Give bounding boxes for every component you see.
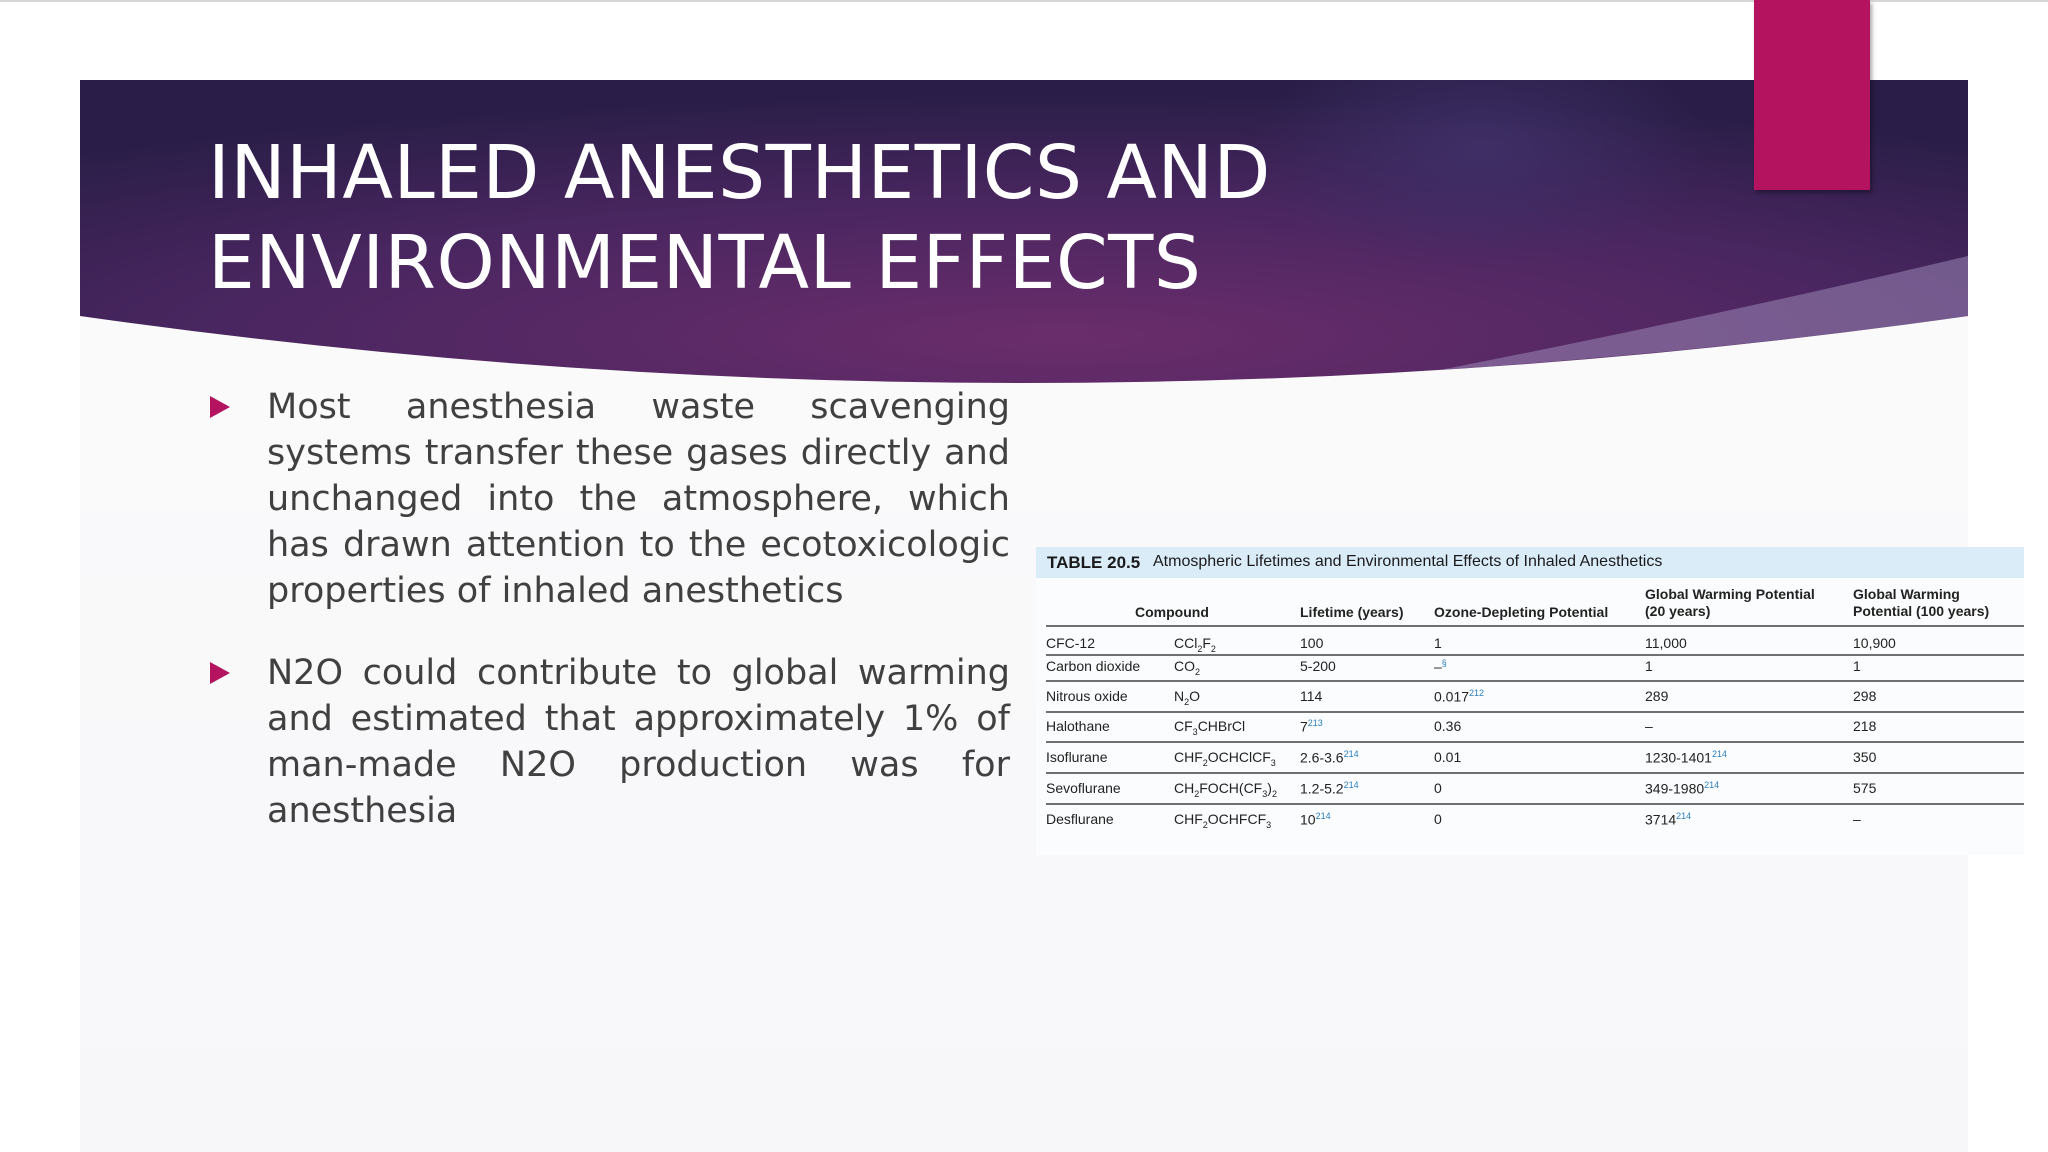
header-gwp100 — [1853, 586, 1989, 620]
slide-title — [208, 128, 1508, 308]
cell-compound-name: Halothane — [1046, 718, 1110, 734]
table-title: Atmospheric Lifetimes and Environmental Effects of Inhaled Anesthetics — [1153, 553, 1663, 570]
bullet-text: Most anesthesia waste scavenging systems transfer these gases directly and unchanged into the atmosphere, which has drawn attention to the ecotoxicologic properties of inhaled anesthetics — [267, 387, 1010, 611]
cell-lifetime: 114 — [1300, 688, 1323, 704]
cell-formula: $CF_3CHBrCl$ — [1174, 718, 1246, 737]
top-border — [0, 0, 2048, 2]
cell-gwp-100-years: 575 — [1853, 780, 1877, 796]
bullet-list — [210, 384, 1010, 870]
cell-gwp-20-years: 11,000 — [1645, 635, 1687, 651]
cell-lifetime: $2.6-3.6^{214}$ — [1300, 749, 1359, 766]
cell-formula: $CCl_2F_2$ — [1174, 635, 1216, 654]
row-rule — [1046, 741, 2024, 743]
cell-gwp-100-years: 350 — [1853, 749, 1877, 765]
bullet-item — [210, 650, 1010, 834]
cell-lifetime: 5-200 — [1300, 658, 1336, 674]
cell-compound-name: Nitrous oxide — [1046, 688, 1128, 704]
bullet-arrow-icon — [210, 396, 230, 418]
header-gwp100-line1: Global Warming — [1853, 586, 1960, 602]
header-gwp20-line2: (20 years) — [1645, 603, 1711, 619]
cell-gwp-20-years: 289 — [1645, 688, 1669, 704]
cell-compound-name: Desflurane — [1046, 811, 1114, 827]
cell-gwp-20-years: – — [1645, 718, 1653, 734]
table-number: TABLE 20.5 — [1047, 553, 1141, 572]
header-gwp100-line2: Potential (100 years) — [1853, 603, 1990, 619]
accent-tab — [1754, 0, 1870, 190]
cell-ozone-depleting-potential: 0 — [1434, 780, 1442, 796]
cell-ozone-depleting-potential: 0.017$^{212}$ — [1434, 688, 1485, 705]
cell-lifetime: 100 — [1300, 635, 1324, 651]
cell-ozone-depleting-potential: 1 — [1434, 635, 1442, 651]
header-lifetime: Lifetime (years) — [1300, 604, 1404, 620]
row-rule — [1046, 711, 2024, 713]
cell-gwp-20-years: 1 — [1645, 658, 1653, 674]
cell-ozone-depleting-potential: 0.36 — [1434, 718, 1462, 734]
header-gwp20 — [1645, 586, 1815, 620]
cell-lifetime: $7^{213}$ — [1300, 718, 1323, 735]
row-rule — [1046, 803, 2024, 805]
cell-gwp-100-years: 298 — [1853, 688, 1877, 704]
cell-gwp-100-years: 10,900 — [1853, 635, 1896, 651]
table-caption — [1036, 547, 2024, 578]
bullet-item — [210, 384, 1010, 614]
cell-gwp-20-years: 3714$^{214}$ — [1645, 811, 1692, 828]
cell-gwp-20-years: 1230-1401$^{214}$ — [1645, 749, 1727, 766]
cell-gwp-20-years: 349-1980$^{214}$ — [1645, 780, 1720, 797]
cell-compound-name: CFC-12 — [1046, 635, 1096, 651]
cell-lifetime: $10^{214}$ — [1300, 811, 1331, 828]
header-odp: Ozone-Depleting Potential — [1434, 604, 1609, 620]
cell-compound-name: Sevoflurane — [1046, 780, 1121, 796]
cell-gwp-100-years: 218 — [1853, 718, 1877, 734]
bullet-text: N2O could contribute to global warming and estimated that approximately 1% of man-made N2O production was for anesthesia — [267, 653, 1010, 831]
cell-ozone-depleting-potential: 0 — [1434, 811, 1442, 827]
cell-formula: $N_2O$ — [1174, 688, 1201, 707]
cell-formula: $CHF_2OCHFCF_3$ — [1174, 811, 1272, 830]
cell-compound-name: Isoflurane — [1046, 749, 1108, 765]
cell-ozone-depleting-potential: –§ — [1434, 658, 1447, 675]
cell-compound-name: Carbon dioxide — [1046, 658, 1141, 674]
cell-gwp-100-years: – — [1853, 811, 1861, 827]
cell-ozone-depleting-potential: 0.01 — [1434, 749, 1462, 765]
header-compound: Compound — [1135, 604, 1209, 620]
cell-gwp-100-years: 1 — [1853, 658, 1861, 674]
row-rule — [1046, 772, 2024, 774]
title-line-2: ENVIRONMENTAL EFFECTS — [208, 220, 1202, 306]
title-line-1: INHALED ANESTHETICS AND — [208, 130, 1271, 216]
bullet-arrow-icon — [210, 662, 230, 684]
cell-lifetime: $1.2-5.2^{214}$ — [1300, 780, 1359, 797]
header-gwp20-line1: Global Warming Potential — [1645, 586, 1815, 602]
anesthetics-table — [1036, 547, 2024, 855]
row-rule — [1046, 654, 2024, 656]
header-rule — [1046, 625, 2024, 627]
row-rule — [1046, 680, 2024, 682]
cell-formula: $CH_2FOCH(CF_3)_2$ — [1174, 780, 1277, 799]
cell-formula: $CHF_2OCHClCF_3$ — [1174, 749, 1276, 768]
cell-formula: $CO_2$ — [1174, 658, 1201, 677]
